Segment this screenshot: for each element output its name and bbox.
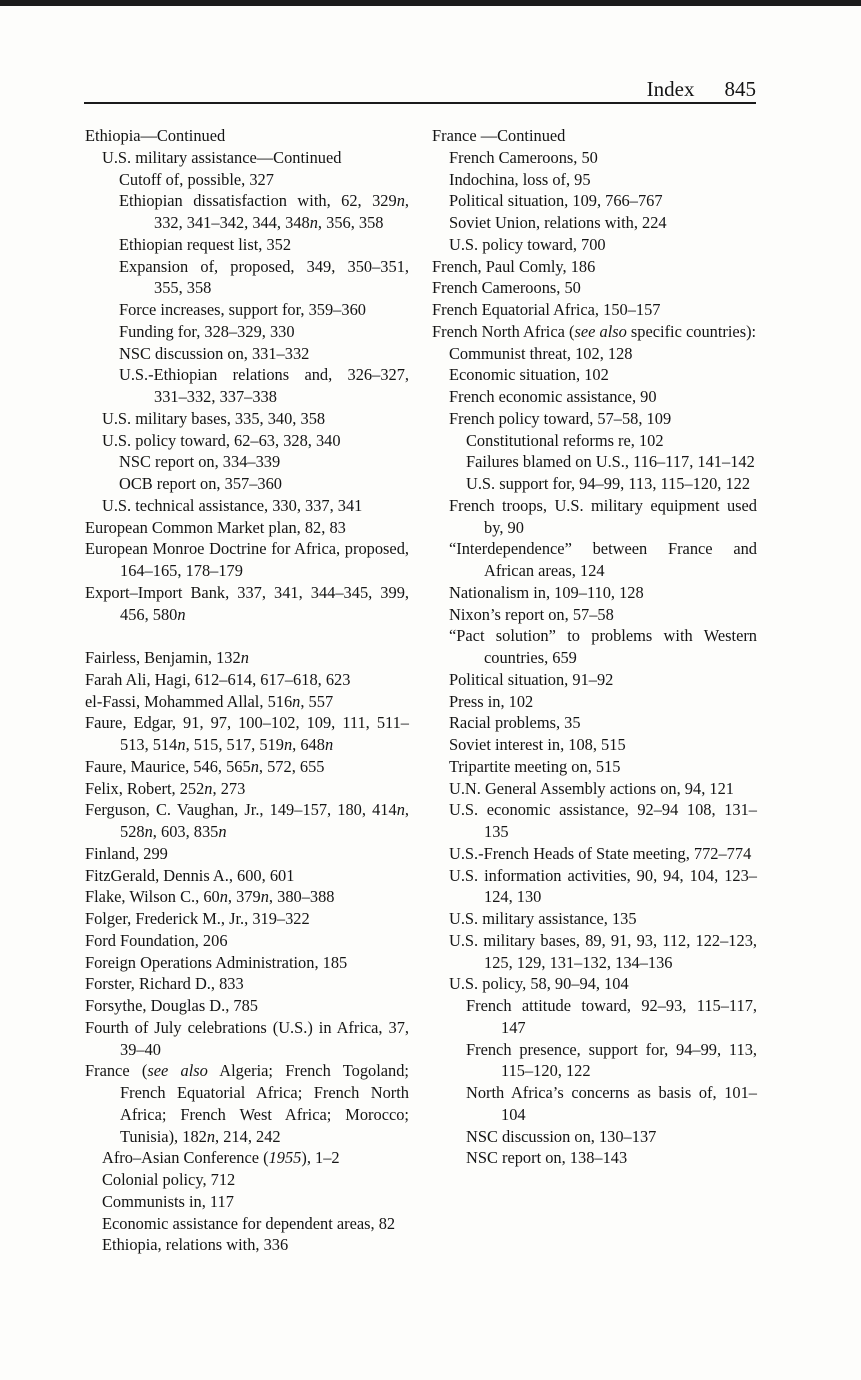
index-subentry: Economic situation, 102 xyxy=(449,365,609,385)
index-subentry: NSC discussion on, 331–332 xyxy=(119,343,310,363)
index-entry: Ford Foundation, 206 xyxy=(85,930,228,950)
index-subentry: Ethiopian request list, 352 xyxy=(119,234,292,254)
index-subentry: U.S. information activities, 90, 94, 104, 123–124, 130 xyxy=(449,865,757,907)
header-title: Index xyxy=(646,77,695,101)
index-entry: French North Africa (see also specific countries): xyxy=(432,321,757,341)
index-column-left xyxy=(85,125,409,1256)
index-column-right xyxy=(432,125,757,1169)
index-subentry: U.S. policy toward, 62–63, 328, 340 xyxy=(102,430,341,450)
index-subentry: U.S. policy, 58, 90–94, 104 xyxy=(449,974,629,994)
index-subentry: U.S. military bases, 89, 91, 93, 112, 122–123, 125, 129, 131–132, 134–136 xyxy=(449,930,757,972)
index-entry: European Monroe Doctrine for Africa, proposed, 164–165, 178–179 xyxy=(85,539,409,580)
index-subentry: “Interdependence” between France and African areas, 124 xyxy=(449,539,757,580)
index-subentry: Economic assistance for dependent areas, 82 xyxy=(102,1213,396,1233)
index-entry: Foreign Operations Administration, 185 xyxy=(85,952,348,972)
index-entry: Farah Ali, Hagi, 612–614, 617–618, 623 xyxy=(85,669,351,689)
index-subentry: U.N. General Assembly actions on, 94, 121 xyxy=(449,778,734,798)
index-subentry: U.S. military assistance, 135 xyxy=(449,909,637,928)
index-entry: French, Paul Comly, 186 xyxy=(432,256,596,276)
index-entry: Flake, Wilson C., 60n, 379n, 380–388 xyxy=(85,887,335,907)
index-subentry: Communists in, 117 xyxy=(102,1191,234,1211)
index-subentry: NSC report on, 334–339 xyxy=(119,452,281,472)
index-entry: Faure, Edgar, 91, 97, 100–102, 109, 111, 511–513, 514n, 515, 517, 519n, 648n xyxy=(85,713,409,754)
index-subentry: Soviet Union, relations with, 224 xyxy=(449,213,667,232)
index-subentry: Nationalism in, 109–110, 128 xyxy=(449,582,644,602)
index-subentry: Communist threat, 102, 128 xyxy=(449,343,633,363)
index-entry: Ferguson, C. Vaughan, Jr., 149–157, 180, 414n, 528n, 603, 835n xyxy=(85,800,409,841)
index-subentry: French policy toward, 57–58, 109 xyxy=(449,408,672,428)
index-subentry: U.S. policy toward, 700 xyxy=(449,234,606,254)
index-entry: Fairless, Benjamin, 132n xyxy=(85,648,249,667)
index-entry: France —Continued xyxy=(432,126,566,145)
page-top-edge xyxy=(0,0,861,6)
index-subentry: French troops, U.S. military equipment used by, 90 xyxy=(449,495,757,537)
index-subentry: Expansion of, proposed, 349, 350–351, 355, 358 xyxy=(119,256,409,298)
index-subentry: NSC report on, 138–143 xyxy=(466,1148,628,1168)
index-entry: France (see also Algeria; French Togoland; French Equatorial Africa; French North Africa; French West Africa; Morocco; Tunisia), 182n, 214, 242 xyxy=(85,1061,409,1146)
index-subentry: Colonial policy, 712 xyxy=(102,1170,236,1189)
index-entry: French Equatorial Africa, 150–157 xyxy=(432,300,661,319)
index-subentry: NSC discussion on, 130–137 xyxy=(466,1126,657,1146)
index-entry: French Cameroons, 50 xyxy=(432,278,581,298)
index-subentry: French attitude toward, 92–93, 115–117, 147 xyxy=(466,996,757,1037)
index-subentry: Funding for, 328–329, 330 xyxy=(119,321,295,341)
index-subentry: Tripartite meeting on, 515 xyxy=(449,756,621,776)
index-subentry: Ethiopian dissatisfaction with, 62, 329n, 332, 341–342, 344, 348n, 356, 358 xyxy=(119,191,409,232)
page-number: 845 xyxy=(724,77,756,101)
index-subentry: Afro–Asian Conference (1955), 1–2 xyxy=(102,1148,340,1168)
index-subentry: Cutoff of, possible, 327 xyxy=(119,169,274,189)
index-entry: Forster, Richard D., 833 xyxy=(85,974,244,994)
index-subentry: French economic assistance, 90 xyxy=(449,387,657,406)
index-subentry: U.S.-Ethiopian relations and, 326–327, 331–332, 337–338 xyxy=(119,365,409,406)
index-entry: Felix, Robert, 252n, 273 xyxy=(85,778,246,798)
index-entry: Folger, Frederick M., Jr., 319–322 xyxy=(85,909,310,928)
index-subentry: North Africa’s concerns as basis of, 101–104 xyxy=(466,1083,757,1124)
index-subentry: Indochina, loss of, 95 xyxy=(449,169,591,189)
index-subentry: U.S. economic assistance, 92–94 108, 131–135 xyxy=(449,800,757,841)
index-entry: Forsythe, Douglas D., 785 xyxy=(85,996,259,1015)
index-entry: European Common Market plan, 82, 83 xyxy=(85,517,346,537)
index-subentry: French Cameroons, 50 xyxy=(449,147,598,167)
index-entry: Fourth of July celebrations (U.S.) in Africa, 37, 39–40 xyxy=(85,1017,409,1059)
index-entry: Faure, Maurice, 546, 565n, 572, 655 xyxy=(85,756,325,776)
index-entry: FitzGerald, Dennis A., 600, 601 xyxy=(85,865,295,885)
index-subentry: OCB report on, 357–360 xyxy=(119,474,282,493)
index-subentry: Failures blamed on U.S., 116–117, 141–142 xyxy=(466,452,755,472)
index-subentry: Press in, 102 xyxy=(449,691,534,711)
index-subentry: U.S.-French Heads of State meeting, 772–774 xyxy=(449,843,752,863)
index-subentry: U.S. technical assistance, 330, 337, 341 xyxy=(102,495,363,515)
index-entry: Finland, 299 xyxy=(85,843,168,863)
index-subentry: U.S. support for, 94–99, 113, 115–120, 122 xyxy=(466,474,751,493)
index-entry: Export–Import Bank, 337, 341, 344–345, 399, 456, 580n xyxy=(85,582,409,624)
index-subentry: U.S. military bases, 335, 340, 358 xyxy=(102,408,326,428)
index-subentry: Political situation, 109, 766–767 xyxy=(449,191,663,211)
index-subentry: Constitutional reforms re, 102 xyxy=(466,430,664,450)
index-subentry: Ethiopia, relations with, 336 xyxy=(102,1235,289,1255)
index-subentry: French presence, support for, 94–99, 113, 115–120, 122 xyxy=(466,1039,757,1081)
index-subentry: “Pact solution” to problems with Western countries, 659 xyxy=(449,626,757,667)
index-subentry: U.S. military assistance—Continued xyxy=(102,147,342,167)
running-header xyxy=(84,76,756,104)
index-subentry: Soviet interest in, 108, 515 xyxy=(449,735,626,754)
index-entry: el-Fassi, Mohammed Allal, 516n, 557 xyxy=(85,691,334,711)
index-entry: Ethiopia—Continued xyxy=(85,126,226,145)
index-subentry: Nixon’s report on, 57–58 xyxy=(449,604,614,624)
section-gap xyxy=(85,625,409,647)
index-subentry: Political situation, 91–92 xyxy=(449,669,614,689)
index-subentry: Racial problems, 35 xyxy=(449,713,581,733)
index-subentry: Force increases, support for, 359–360 xyxy=(119,300,366,319)
